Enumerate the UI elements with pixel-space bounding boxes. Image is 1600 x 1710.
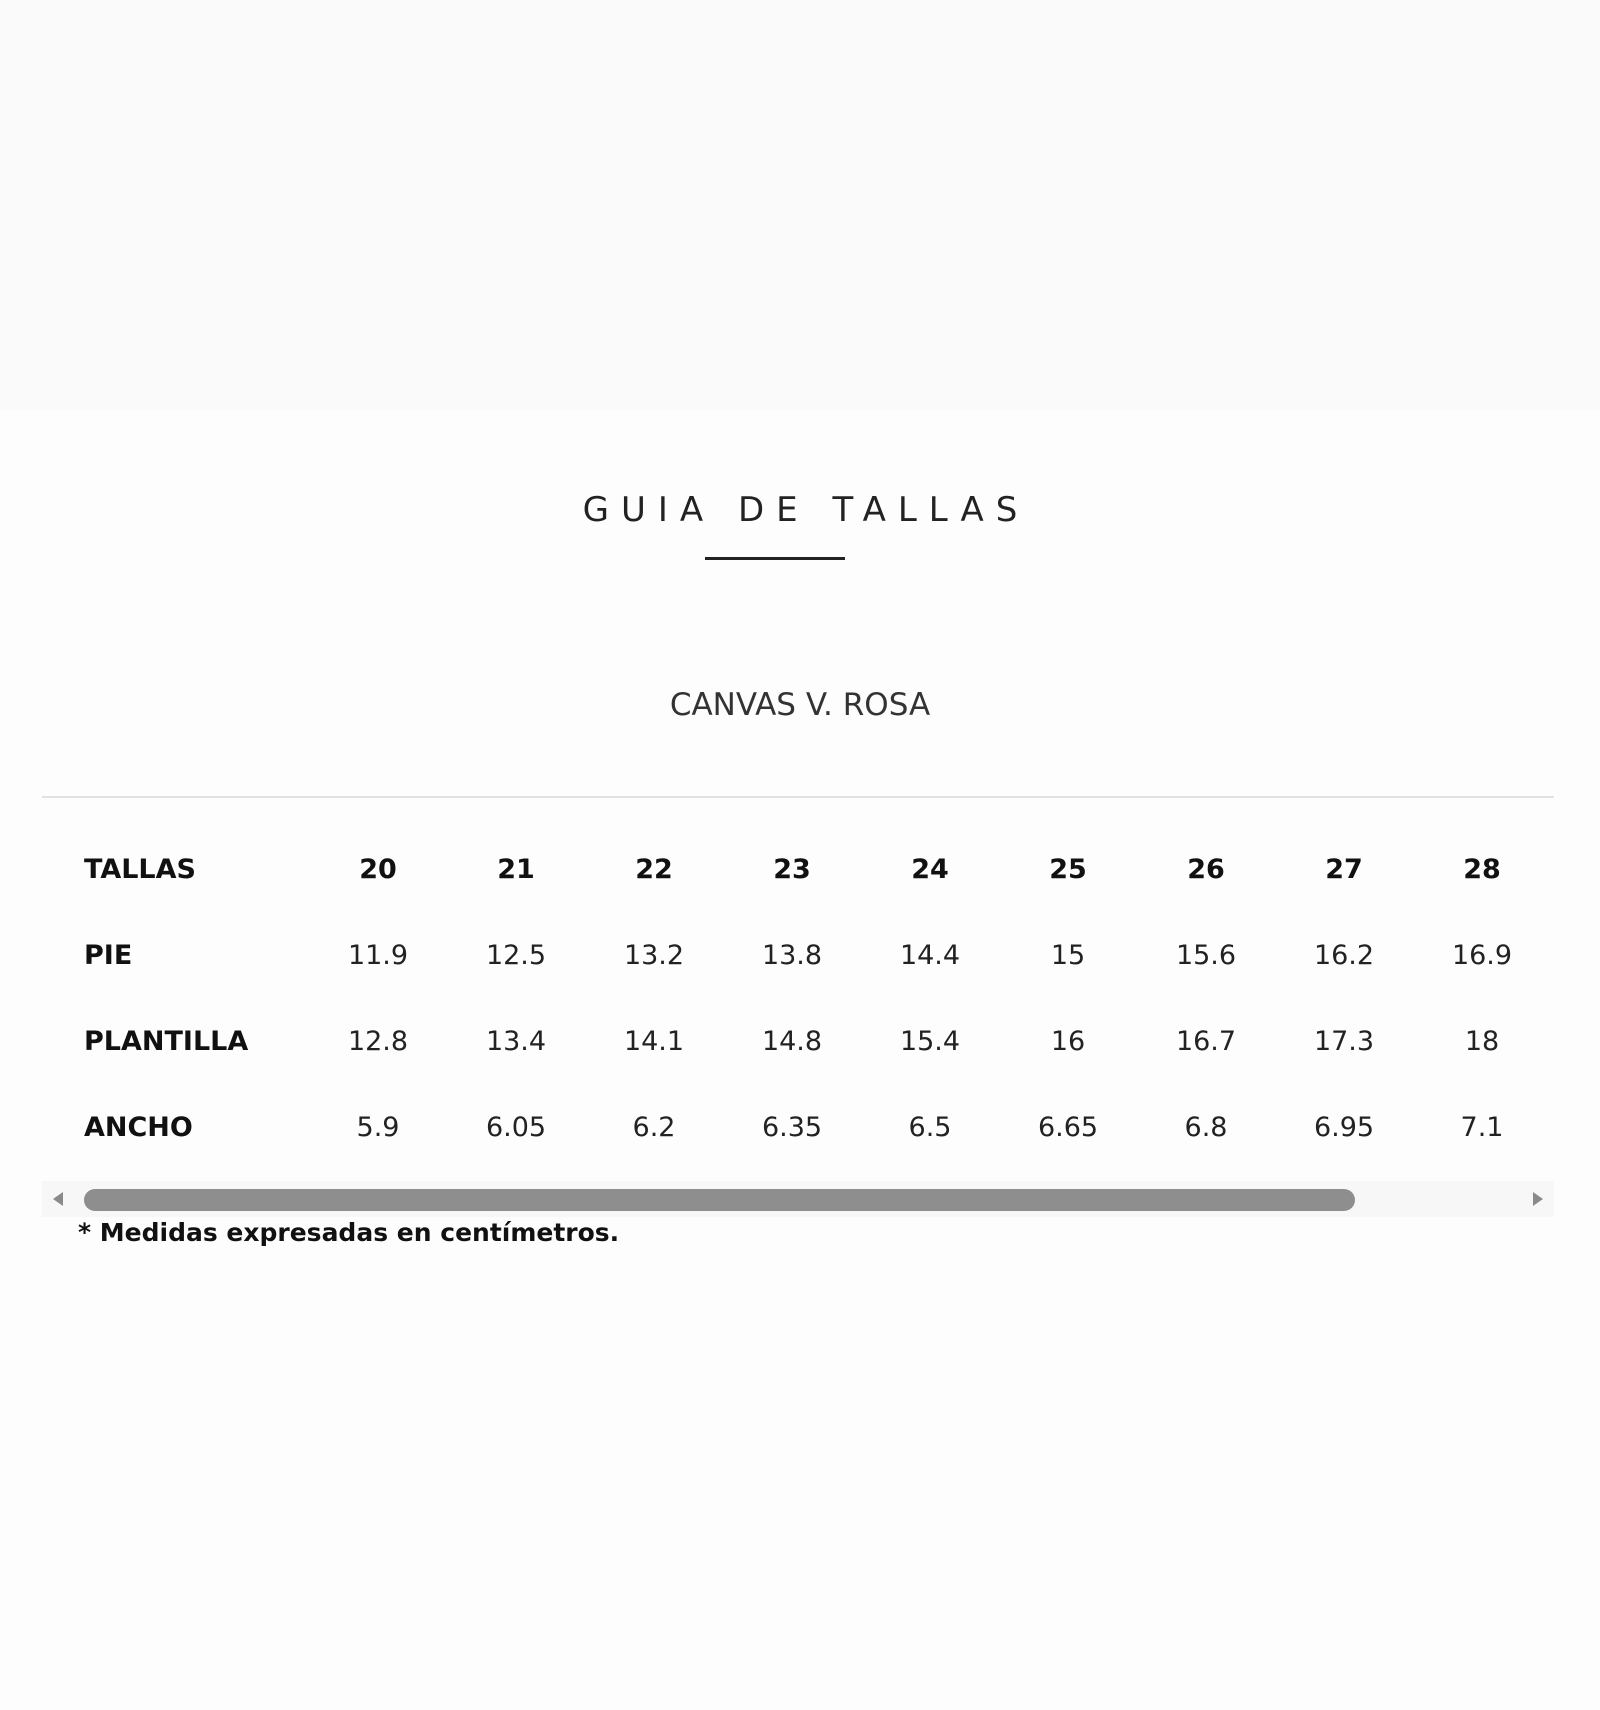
size-header-cell: 25: [1049, 853, 1087, 885]
table-cell: 16.2: [1313, 939, 1375, 971]
table-cell: 17.3: [1313, 1025, 1375, 1057]
header-label: TALLAS: [84, 853, 196, 885]
row-label: PLANTILLA: [84, 1025, 249, 1057]
table-cell: 16.9: [1451, 939, 1513, 971]
table-cell: 13.4: [485, 1025, 547, 1057]
size-header-cell: 24: [911, 853, 949, 885]
table-cell: 12.8: [347, 1025, 409, 1057]
table-cell: 7.1: [1460, 1111, 1504, 1143]
row-label: PIE: [84, 939, 133, 971]
size-table: [84, 826, 1551, 1170]
table-cell: 6.65: [1037, 1111, 1099, 1143]
size-header-cell: 20: [359, 853, 397, 885]
size-header-cell: 26: [1187, 853, 1225, 885]
table-cell: 14.8: [761, 1025, 823, 1057]
table-cell: 5.9: [356, 1111, 400, 1143]
table-row: [84, 998, 1551, 1084]
table-cell: 6.05: [485, 1111, 547, 1143]
table-cell: 6.35: [761, 1111, 823, 1143]
table-cell: 15.6: [1175, 939, 1237, 971]
size-header-cell: 21: [497, 853, 535, 885]
table-cell: 13.8: [761, 939, 823, 971]
scrollbar-thumb[interactable]: [84, 1189, 1355, 1211]
table-cell: 12.5: [485, 939, 547, 971]
table-cell: 15: [1050, 939, 1086, 971]
table-cell: 14.1: [623, 1025, 685, 1057]
size-header-cell: 23: [773, 853, 811, 885]
table-cell: 16: [1050, 1025, 1086, 1057]
page-title: GUIA DE TALLAS: [582, 490, 1030, 530]
table-cell: 13.2: [623, 939, 685, 971]
horizontal-scrollbar[interactable]: [42, 1181, 1554, 1217]
table-cell: 6.2: [632, 1111, 676, 1143]
table-cell: 18: [1464, 1025, 1500, 1057]
size-header-cell: 22: [635, 853, 673, 885]
table-cell: 11.9: [347, 939, 409, 971]
table-row: [84, 1084, 1551, 1170]
size-header-cell: 27: [1325, 853, 1363, 885]
triangle-left-icon[interactable]: [42, 1181, 78, 1217]
row-label: ANCHO: [84, 1111, 193, 1143]
measurement-footnote: * Medidas expresadas en centímetros.: [78, 1218, 620, 1247]
top-blank-area: [0, 0, 1600, 410]
table-cell: 6.5: [908, 1111, 952, 1143]
product-name: CANVAS V. ROSA: [669, 687, 931, 723]
table-cell: 14.4: [899, 939, 961, 971]
table-header-row: [84, 826, 1551, 912]
table-row: [84, 912, 1551, 998]
table-cell: 6.95: [1313, 1111, 1375, 1143]
table-top-divider: [42, 796, 1554, 798]
triangle-right-icon[interactable]: [1518, 1181, 1554, 1217]
size-header-cell: 28: [1463, 853, 1501, 885]
table-cell: 15.4: [899, 1025, 961, 1057]
table-cell: 6.8: [1184, 1111, 1228, 1143]
title-underline: [705, 557, 845, 560]
table-cell: 16.7: [1175, 1025, 1237, 1057]
